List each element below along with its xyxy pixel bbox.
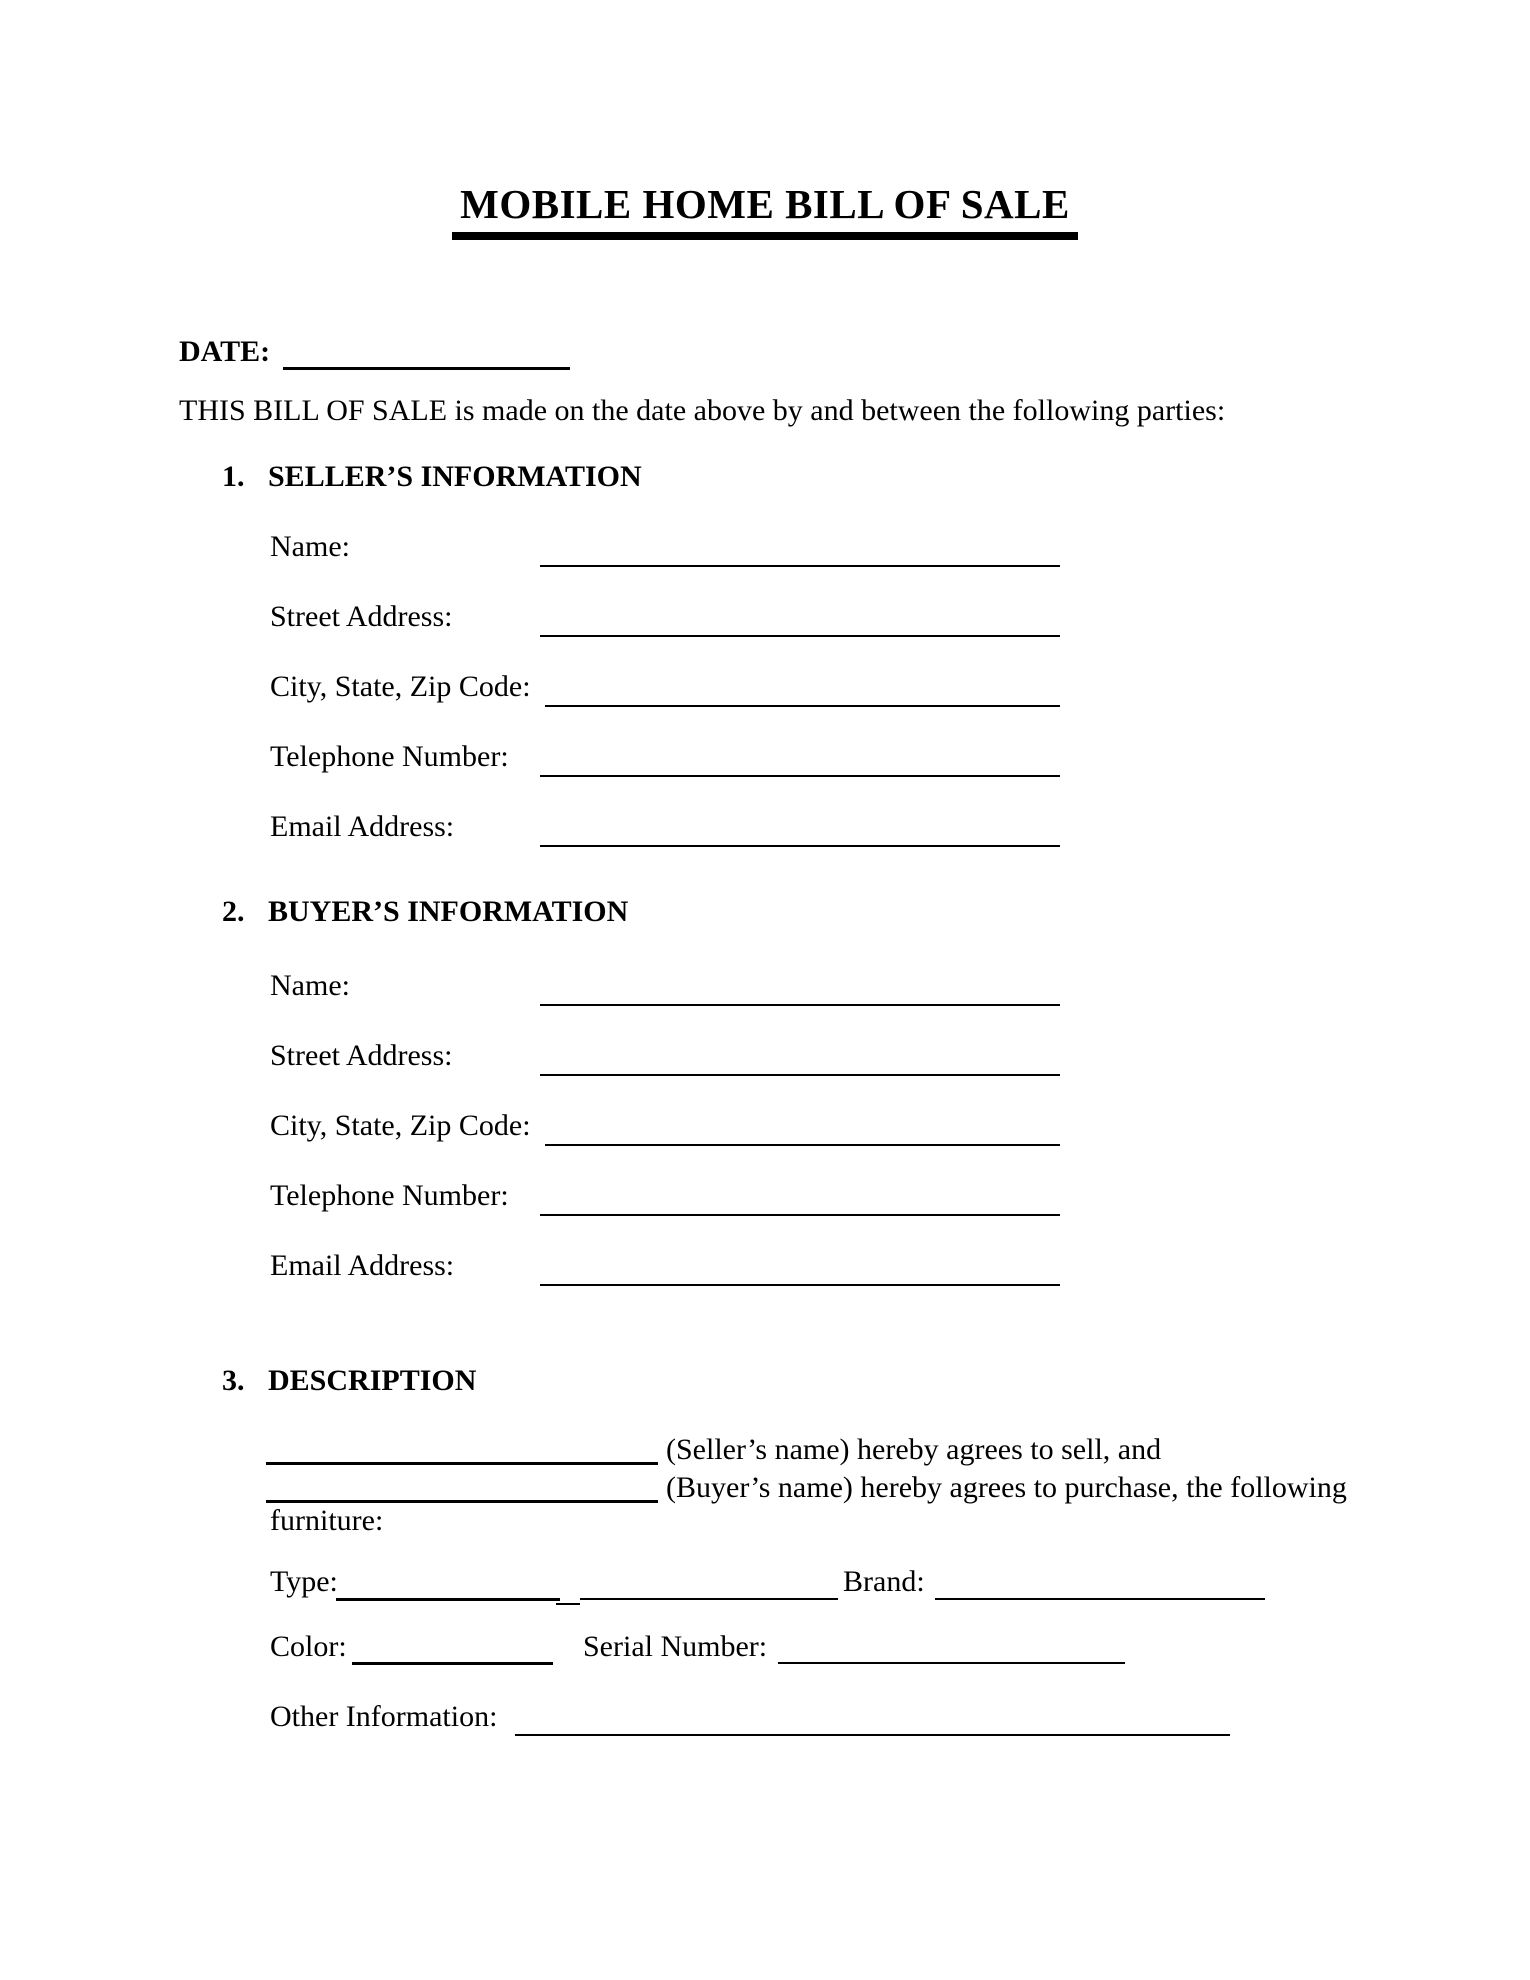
color-input-line[interactable] (352, 1662, 553, 1665)
section-3-heading: DESCRIPTION (268, 1364, 477, 1397)
serial-number-input-line[interactable] (778, 1662, 1125, 1664)
section-1-heading: SELLER’S INFORMATION (268, 460, 642, 493)
date-input-line[interactable] (283, 367, 570, 370)
description-buyer-name-blank[interactable] (266, 1500, 658, 1503)
serial-number-label: Serial Number: (583, 1630, 768, 1663)
buyer-street-label: Street Address: (270, 1039, 453, 1072)
seller-city-state-zip-label: City, State, Zip Code: (270, 670, 531, 703)
buyer-city-state-zip-input-line[interactable] (545, 1144, 1060, 1146)
brand-input-line[interactable] (935, 1598, 1265, 1600)
other-information-label: Other Information: (270, 1700, 498, 1733)
other-information-input-line[interactable] (515, 1734, 1230, 1736)
seller-street-input-line[interactable] (540, 635, 1060, 637)
buyer-email-label: Email Address: (270, 1249, 455, 1282)
furniture-label: furniture: (270, 1504, 384, 1537)
buyer-name-label: Name: (270, 969, 350, 1002)
type-input-line-b[interactable] (580, 1598, 838, 1600)
description-seller-name-blank[interactable] (266, 1462, 658, 1465)
section-2-number: 2. (222, 895, 245, 928)
description-seller-caption: (Seller’s name) hereby agrees to sell, and (666, 1433, 1162, 1466)
seller-email-label: Email Address: (270, 810, 455, 843)
description-buyer-caption: (Buyer’s name) hereby agrees to purchase, the following (666, 1471, 1347, 1504)
type-label: Type: (270, 1565, 338, 1598)
seller-name-label: Name: (270, 530, 350, 563)
type-input-line-connector[interactable] (556, 1603, 580, 1605)
seller-street-label: Street Address: (270, 600, 453, 633)
section-1-number: 1. (222, 460, 245, 493)
document-title: MOBILE HOME BILL OF SALE (452, 180, 1078, 240)
seller-telephone-label: Telephone Number: (270, 740, 509, 773)
type-input-line-a[interactable] (336, 1598, 560, 1601)
color-label: Color: (270, 1630, 347, 1663)
section-2-heading: BUYER’S INFORMATION (268, 895, 629, 928)
buyer-street-input-line[interactable] (540, 1074, 1060, 1076)
buyer-email-input-line[interactable] (540, 1284, 1060, 1286)
section-3-number: 3. (222, 1364, 245, 1397)
title-row (0, 180, 1530, 240)
buyer-city-state-zip-label: City, State, Zip Code: (270, 1109, 531, 1142)
seller-telephone-input-line[interactable] (540, 775, 1060, 777)
seller-city-state-zip-input-line[interactable] (545, 705, 1060, 707)
intro-text: THIS BILL OF SALE is made on the date above by and between the following parties: (179, 394, 1226, 427)
date-label: DATE: (179, 335, 271, 368)
seller-email-input-line[interactable] (540, 845, 1060, 847)
buyer-name-input-line[interactable] (540, 1004, 1060, 1006)
buyer-telephone-label: Telephone Number: (270, 1179, 509, 1212)
buyer-telephone-input-line[interactable] (540, 1214, 1060, 1216)
brand-label: Brand: (843, 1565, 925, 1598)
seller-name-input-line[interactable] (540, 565, 1060, 567)
